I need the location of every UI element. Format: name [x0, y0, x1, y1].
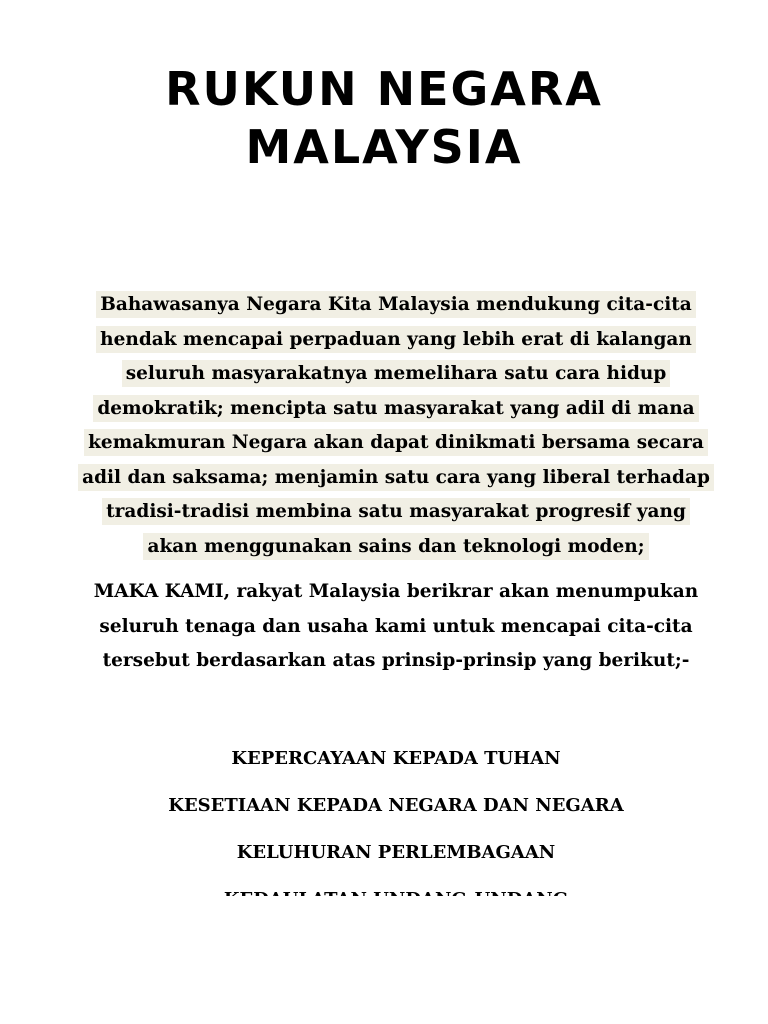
- title-line-1: RUKUN NEGARA: [165, 62, 603, 116]
- preamble-line: seluruh masyarakatnya memelihara satu cara hidup: [56, 357, 736, 392]
- pledge-line: tersebut berdasarkan atas prinsip-prinsip yang berikut;-: [102, 650, 690, 671]
- principle-item: KELUHURAN PERLEMBAGAAN: [236, 842, 556, 863]
- preamble-line: tradisi-tradisi membina satu masyarakat progresif yang: [56, 495, 736, 530]
- preamble-line: kemakmuran Negara akan dapat dinikmati bersama secara: [56, 426, 736, 461]
- preamble-paragraph: [56, 288, 736, 564]
- principles-list: [56, 735, 736, 923]
- title-line-2: MALAYSIA: [245, 120, 523, 174]
- document-title: [0, 60, 768, 176]
- preamble-line: adil dan saksama; menjamin satu cara yang liberal terhadap: [56, 461, 736, 496]
- preamble-line: Bahawasanya Negara Kita Malaysia mendukung cita-cita: [56, 288, 736, 323]
- pledge-paragraph: [56, 575, 736, 679]
- preamble-line: akan menggunakan sains dan teknologi moden;: [56, 530, 736, 565]
- principle-item: KESETIAAN KEPADA NEGARA DAN NEGARA: [168, 795, 624, 816]
- preamble-line: hendak mencapai perpaduan yang lebih erat di kalangan: [56, 323, 736, 358]
- pledge-line: MAKA KAMI, rakyat Malaysia berikrar akan menumpukan: [93, 581, 699, 602]
- preamble-line: demokratik; mencipta satu masyarakat yang adil di mana: [56, 392, 736, 427]
- page-bottom-blank: [0, 896, 768, 1024]
- pledge-line: seluruh tenaga dan usaha kami untuk mencapai cita-cita: [99, 615, 693, 637]
- principle-item: KEPERCAYAAN KEPADA TUHAN: [231, 748, 561, 769]
